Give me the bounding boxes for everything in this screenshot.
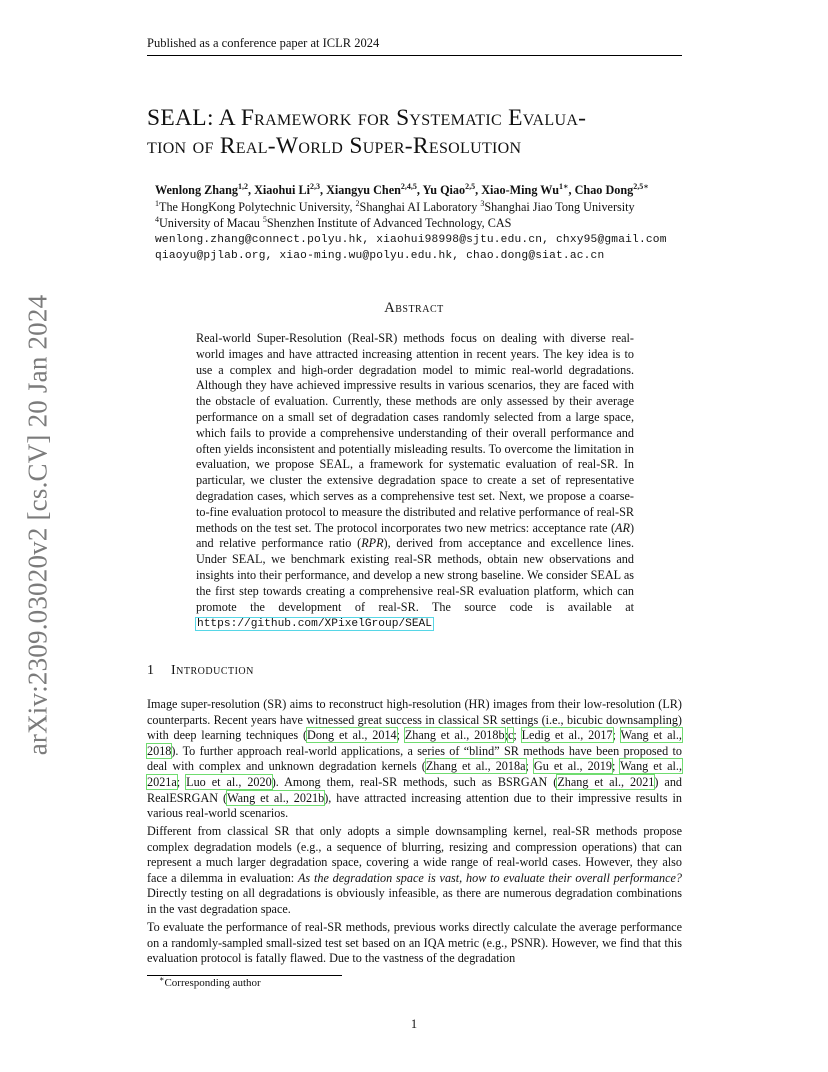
affiliation-mark: 5 xyxy=(262,214,267,224)
title-line-1: SEAL: A Framework for Systematic Evalua- xyxy=(147,105,587,131)
citation-link[interactable]: Gu et al., 2019 xyxy=(533,759,612,774)
affiliation-line-1 xyxy=(155,199,635,215)
affiliation-name: Shanghai Jiao Tong University xyxy=(484,200,635,214)
citation-link[interactable]: Luo et al., 2020 xyxy=(186,774,272,789)
author-affiliation-mark: 2,3 xyxy=(309,181,320,191)
section-title: Introduction xyxy=(171,663,254,678)
source-code-link[interactable]: https://github.com/XPixelGroup/SEAL xyxy=(197,618,432,631)
affiliation-mark: 2 xyxy=(355,198,360,208)
author-list: Wenlong Zhang$^{1,2}$, Xiaohui Li$^{2,3}$, Xiangyu Chen$^{2,4,5}$, Yu Qiao$^{2,5}$, Xiao-Ming $Wu^{1∗}$, Chao Dong$^{2,5∗}$ xyxy=(155,181,649,197)
email-line-1: wenlong.zhang@connect.polyu.hk, xiaohui98998@sjtu.edu.cn, chxy95@gmail.com xyxy=(155,234,667,246)
affiliation-name: Shenzhen Institute of Advanced Technology, CAS xyxy=(266,216,512,230)
header-rule xyxy=(147,55,682,56)
section-heading xyxy=(147,663,254,679)
author-affiliation-mark: 1,2 xyxy=(237,181,248,191)
email-line-2: qiaoyu@pjlab.org, xiao-ming.wu@polyu.edu.hk, chao.dong@siat.ac.cn xyxy=(155,250,605,262)
citation-link[interactable]: Zhang et al., 2018b xyxy=(404,728,505,743)
abstract-body: Real-world Super-Resolution (Real-SR) methods focus on dealing with diverse real-world images and have attracted increasing attention in recent years. The key idea is to use a complex and high-order degradation model to mimic real-world degradations. Although they have achieved impressive results in various scenarios, they are faced with the obstacle of evaluation. Currently, these methods are only assessed by their average performance on a small set of degradation cases randomly selected from a large space, which fails to provide a comprehensive understanding of their overall performance and often yields inconsistent and potentially misleading results. To overcome the limitation in evaluation, we propose SEAL, a framework for systematic evaluation of real-SR. In particular, we cluster the extensive degradation space to create a set of representative degradation cases, which serves as a comprehensive test set. Next, we propose a coarse-to-fine evaluation protocol to measure the distributed and relative performance of real-SR methods on the test set. The protocol incorporates two new metrics: acceptance rate (AR) and relative performance ratio (RPR), derived from acceptance and excellence lines. Under SEAL, we benchmark existing real-SR methods, obtain new observations and insights into their performance, and develop a new strong baseline. We consider SEAL as the first step towards creating a comprehensive real-SR evaluation platform, which can promote the development of real-SR. The source code is available at https://github.com/XPixelGroup/SEAL xyxy=(196,331,635,631)
author-name: Xiao-Ming Wu xyxy=(481,183,559,197)
author-affiliation-mark: 2,4,5 xyxy=(400,181,417,191)
author-name: Wenlong Zhang xyxy=(155,183,238,197)
author-name: Yu Qiao xyxy=(422,183,466,197)
author-name: Xiangyu Chen xyxy=(326,183,401,197)
author-name: Xiaohui Li xyxy=(254,183,310,197)
author-affiliation-mark: 1∗ xyxy=(559,181,569,191)
citation-link[interactable]: c xyxy=(507,728,514,743)
author-affiliation-mark: 2,5∗ xyxy=(633,181,649,191)
intro-paragraph-3: To evaluate the performance of real-SR methods, previous works directly calculate the average performance on a randomly-sampled small-sized test set based on an IQA metric (e.g., PSNR). However, we find that this evaluation protocol is fatally flawed. Due to the vastness of the degradation xyxy=(147,920,682,966)
citation-link[interactable]: Ledig et al., 2017 xyxy=(521,728,613,743)
page-number: 1 xyxy=(410,1017,418,1031)
author-name: Chao Dong xyxy=(574,183,634,197)
citation-link[interactable]: Dong et al., 2014 xyxy=(307,728,397,743)
running-header: Published as a conference paper at ICLR 2024 xyxy=(147,36,380,50)
affiliation-name: University of Macau xyxy=(159,216,263,230)
footnote-rule xyxy=(147,975,342,976)
affiliation-mark: 3 xyxy=(480,198,485,208)
arxiv-identifier: arXiv:2309.03020v2 [cs.CV] 20 Jan 2024 xyxy=(22,294,52,756)
paper-title xyxy=(147,104,707,160)
citation-link[interactable]: Wang et al., 2021b xyxy=(227,790,325,805)
affiliation-line-2 xyxy=(155,215,511,231)
arxiv-sidebar xyxy=(10,290,65,760)
title-line-2: tion of Real-World Super-Resolution xyxy=(147,133,522,159)
footnote: ∗Corresponding author xyxy=(159,974,261,989)
affiliation-name: The HongKong Polytechnic University, xyxy=(159,200,356,214)
affiliation-mark: 1 xyxy=(155,198,159,208)
intro-paragraph-1: Image super-resolution (SR) aims to reconstruct high-resolution (HR) images from their low-resolution (LR) counterparts. Recent years have witnessed great success in classical SR settings (i.e., bicubic downsampling) with deep learning techniques (Dong et al., 2014; Zhang et al., 2018b;c; Ledig et al., 2017; Wang et al., 2018). To further approach real-world applications, a series of “blind” SR methods have been proposed to deal with complex and unknown degradation kernels (Zhang et al., 2018a; Gu et al., 2019; Wang et al., 2021a; Luo et al., 2020). Among them, real-SR methods, such as BSRGAN (Zhang et al., 2021) and RealESRGAN (Wang et al., 2021b), have attracted increasing attention due to their impressive results in various real-world scenarios. xyxy=(147,697,683,821)
affiliation-name: Shanghai AI Laboratory xyxy=(359,200,481,214)
author-affiliation-mark: 2,5 xyxy=(465,181,476,191)
citation-link[interactable]: Wang et al., 2021a xyxy=(147,759,682,789)
section-number: 1 xyxy=(147,663,154,678)
citation-link[interactable]: Zhang et al., 2021 xyxy=(557,774,655,789)
abstract-heading: Abstract xyxy=(384,300,444,316)
citation-link[interactable]: Wang et al., 2018 xyxy=(147,728,682,758)
affiliation-mark: 4 xyxy=(155,214,159,224)
citation-link[interactable]: Zhang et al., 2018a xyxy=(425,759,526,774)
intro-paragraph-2: Different from classical SR that only adopts a simple downsampling kernel, real-SR methods propose complex degradation models (e.g., a sequence of blurring, resizing and compression operations) that can represent a much larger degradation space, covering a wide range of real-world cases. However, they also face a dilemma in evaluation: As the degradation space is vast, how to evaluate their overall performance? Directly testing on all degradations is obviously infeasible, as there are numerous degradation combinations in the vast degradation space. xyxy=(147,824,683,916)
